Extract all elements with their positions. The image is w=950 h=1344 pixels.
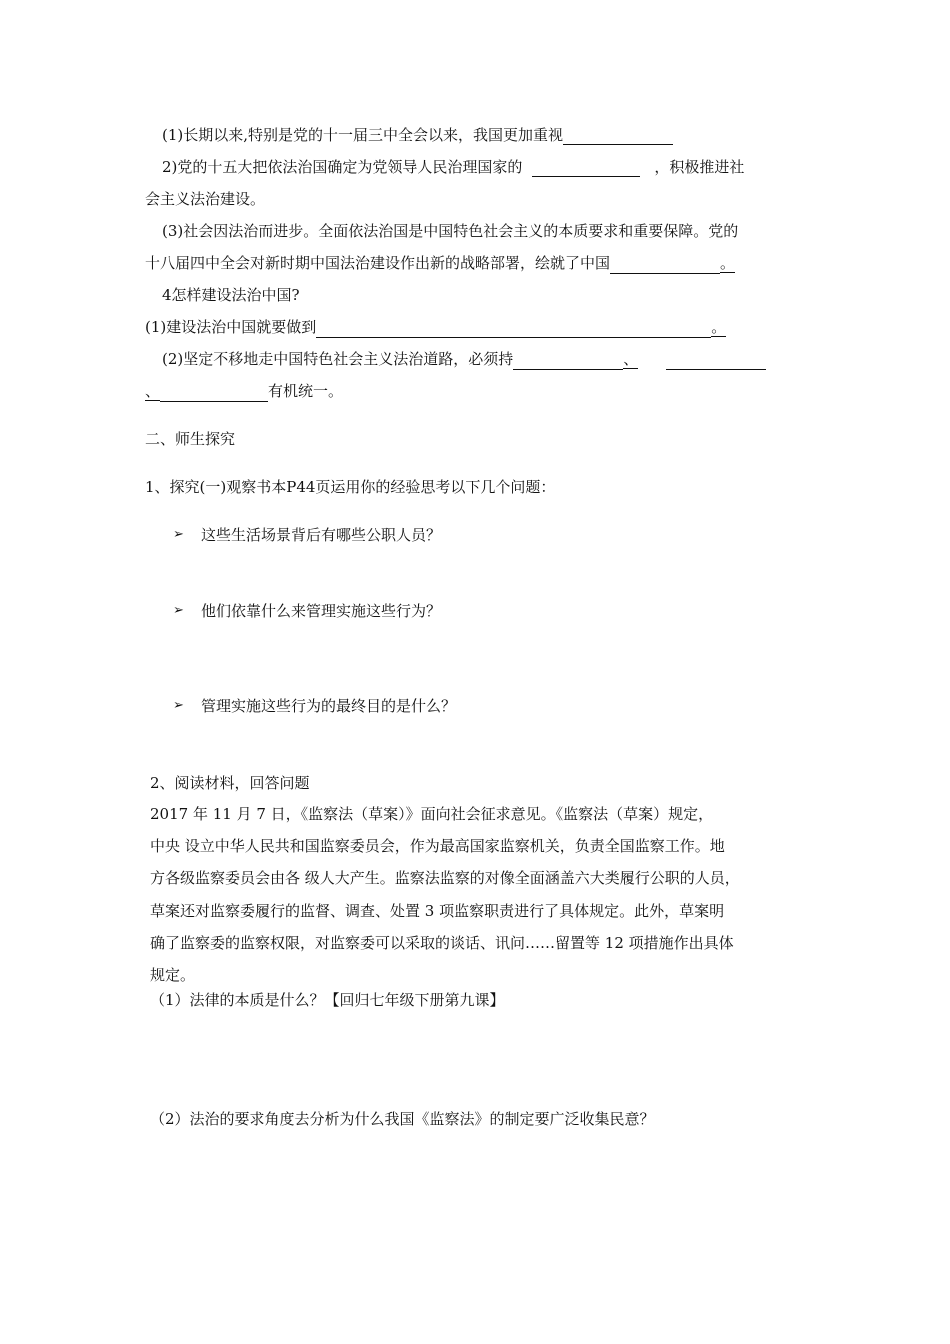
passage-text: 规定。 [150, 966, 196, 984]
inquiry-1 [145, 477, 555, 497]
bullet-1-text: 这些生活场景背后有哪些公职人员？ [201, 526, 442, 544]
reading-title-text: 2、阅读材料，回答问题 [150, 774, 310, 792]
line-9-sep: 、 [145, 382, 161, 400]
passage-text: 确了监察委的监察权限，对监察委可以采取的谈话、讯问……留置等 12 项措施作出具体 [150, 934, 734, 952]
section-heading [145, 429, 235, 449]
text-line-9 [145, 381, 343, 402]
inquiry-1-text: 1、探究(一)观察书本P44页运用你的经验思考以下几个问题： [145, 478, 556, 496]
passage-line-1 [150, 804, 713, 824]
line-2-tail: ，积极推进社 [654, 158, 745, 176]
line-4-text: (3)社会因法治而进步。全面依法治国是中国特色社会主义的本质要求和重要保障。党的 [162, 222, 739, 240]
line-6-text: 4怎样建设法治中国? [162, 286, 300, 304]
reading-title [150, 773, 310, 793]
question-2 [150, 1109, 655, 1129]
passage-line-3 [150, 868, 740, 888]
question-1 [150, 990, 505, 1010]
passage-line-5 [150, 933, 734, 953]
line-9-text: 有机统一。 [268, 382, 344, 400]
passage-text: 中央 设立中华人民共和国监察委员会，作为最高国家监察机关，负责全国监察工作。地 [150, 837, 725, 855]
passage-text: 草案还对监察委履行的监督、调查、处置 3 项监察职责进行了具体规定。此外，草案明 [150, 902, 725, 920]
heading-text: 二、师生探究 [145, 430, 236, 448]
arrow-bullet-icon: ➢ [173, 603, 184, 618]
line-3-text: 会主义法治建设。 [145, 190, 266, 208]
bullet-question-2 [201, 601, 441, 621]
passage-text: 方各级监察委员会由各 级人大产生。监察法监察的对像全面涵盖六大类履行公职的人员， [150, 869, 740, 887]
line-1-text: (1)长期以来,特别是党的十一届三中全会以来，我国更加重视 [162, 126, 564, 144]
line-8-sep: 、 [623, 350, 639, 368]
text-line-1 [162, 125, 673, 145]
answer-blank[interactable] [532, 160, 640, 177]
text-line-4 [162, 221, 738, 241]
question-1-text: （1）法律的本质是什么？【回归七年级下册第九课】 [150, 991, 505, 1009]
line-2-text: 2)党的十五大把依法治国确定为党领导人民治理国家的 [162, 158, 523, 176]
text-line-5 [145, 253, 735, 274]
passage-text: 2017 年 11 月 7 日，《监察法（草案）》面向社会征求意见。《监察法（草案）规定， [150, 805, 714, 823]
bullet-2-text: 他们依靠什么来管理实施这些行为？ [201, 602, 442, 620]
line-5-end: 。 [720, 254, 736, 272]
line-7-text: (1)建设法治中国就要做到 [145, 318, 317, 336]
answer-blank[interactable] [316, 321, 711, 338]
text-line-8 [162, 349, 766, 370]
line-8-text: (2)坚定不移地走中国特色社会主义法治道路，必须持 [162, 350, 514, 368]
text-line-2 [162, 157, 744, 177]
bullet-question-1 [201, 525, 441, 545]
bullet-question-3 [201, 696, 456, 716]
answer-blank[interactable] [563, 128, 673, 145]
text-line-6 [162, 285, 300, 305]
question-2-text: （2）法治的要求角度去分析为什么我国《监察法》的制定要广泛收集民意？ [150, 1110, 655, 1128]
arrow-bullet-icon: ➢ [173, 527, 184, 542]
line-5-text: 十八届四中全会对新时期中国法治建设作出新的战略部署，绘就了中国 [145, 254, 611, 272]
passage-line-4 [150, 901, 724, 921]
answer-blank[interactable] [610, 257, 720, 274]
text-line-7 [145, 317, 726, 338]
passage-line-2 [150, 836, 725, 856]
arrow-bullet-icon: ➢ [173, 698, 184, 713]
line-7-end: 。 [711, 318, 727, 336]
text-line-3 [145, 189, 265, 209]
bullet-3-text: 管理实施这些行为的最终目的是什么？ [201, 697, 457, 715]
answer-blank[interactable] [160, 385, 268, 402]
answer-blank[interactable] [513, 353, 623, 370]
answer-blank[interactable] [666, 353, 766, 370]
passage-line-6 [150, 965, 195, 985]
